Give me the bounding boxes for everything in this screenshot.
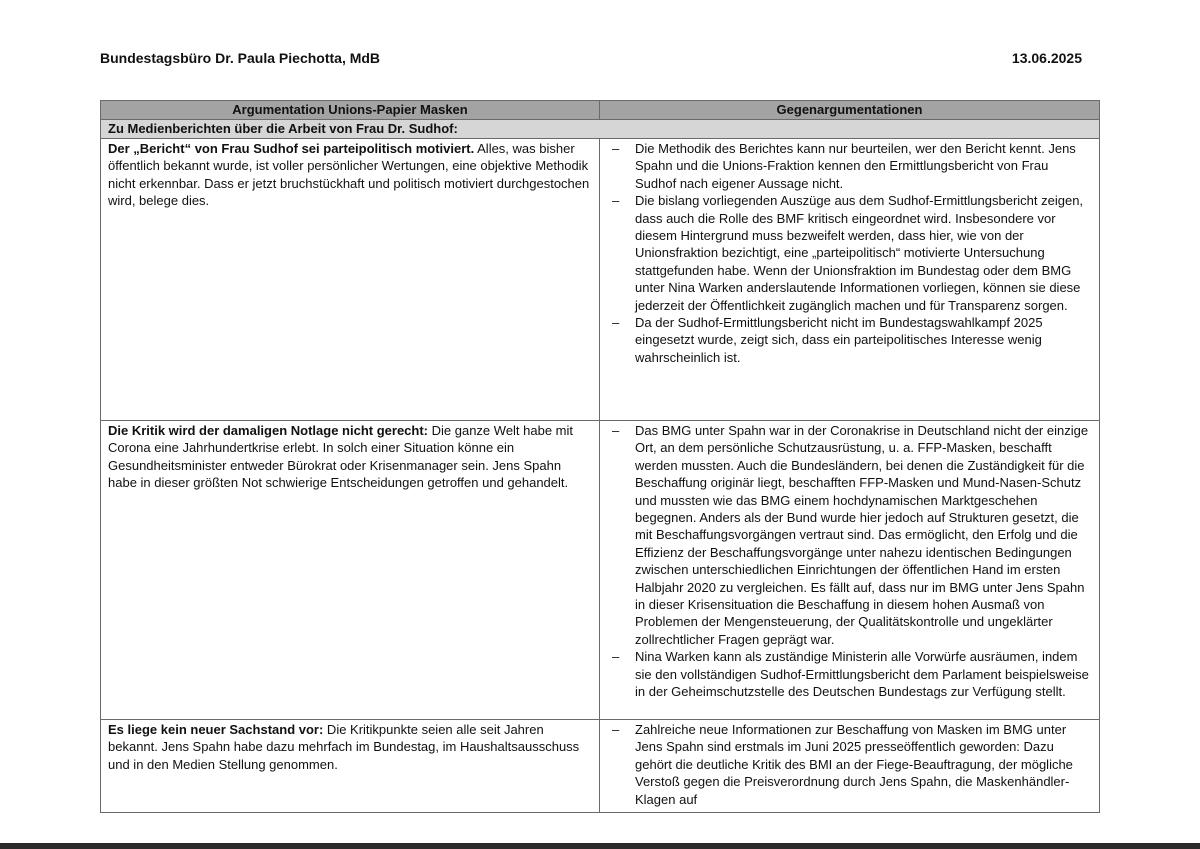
table-header-row bbox=[101, 101, 1100, 120]
argument-lead: Die Kritik wird der damaligen Notlage nicht gerecht: bbox=[108, 423, 429, 438]
argument-lead: Es liege kein neuer Sachstand vor: bbox=[108, 722, 324, 737]
column-header-counterarguments: Gegenargumentationen bbox=[600, 101, 1100, 120]
argument-cell bbox=[101, 720, 600, 813]
table-row bbox=[101, 421, 1100, 720]
list-item bbox=[607, 721, 1093, 808]
dash-bullet: – bbox=[612, 722, 620, 737]
list-item-text: Die Methodik des Berichtes kann nur beurteilen, wer den Bericht kennt. Jens Spahn und die Unions-Fraktion kennen den Ermittlungsbericht von Frau Sudhof nach eigener Aussage nicht. bbox=[635, 141, 1076, 191]
counterargument-cell bbox=[600, 720, 1100, 813]
column-header-arguments: Argumentation Unions-Papier Masken bbox=[101, 101, 600, 120]
table-row bbox=[101, 720, 1100, 813]
list-item-text: Nina Warken kann als zuständige Ministerin alle Vorwürfe ausräumen, indem sie den vollständigen Sudhof-Ermittlungsbericht dem Parlament beispielsweise in der Geheimschutzstelle des Deutschen Bundestags zur Verfügung stellt. bbox=[635, 649, 1089, 700]
argument-text: Alles, was bisher öffentlich bekannt wurde, ist voller persönlicher Wertungen, eine objektive Methodik nicht erkennbar. Dass er jetzt bruchstückhaft und politisch motiviert durchgestochen wird, belege dies. bbox=[108, 141, 590, 209]
dash-bullet: – bbox=[612, 649, 620, 665]
counterargument-list bbox=[607, 140, 1093, 366]
argument-text: Die ganze Welt habe mit Corona eine Jahrhundertkrise erlebt. In solch einer Situation könne ein Gesundheitsminister entweder Bürokrat oder Krisenmanager sein. Jens Spahn habe in dieser größten Not schwierige Entscheidungen getroffen und gehandelt. bbox=[108, 423, 574, 491]
dash-bullet: – bbox=[612, 193, 620, 209]
section-row bbox=[101, 120, 1100, 139]
argument-cell bbox=[101, 421, 600, 720]
list-item bbox=[607, 648, 1093, 700]
page-bottom-edge bbox=[0, 843, 1200, 849]
list-item-text: Das BMG unter Spahn war in der Coronakrise in Deutschland nicht der einzige Ort, an dem persönliche Schutzausrüstung, u. a. FFP-Masken, beschafft werden mussten. Auch die Bundesländern, bei denen die Zuständigkeit für die Beschaffung originär liegt, beschafften FFP-Masken und Mund-Nasen-Schutz und mussten wie das BMG einem hochdynamischen Marktgeschehen begegnen. Anders als der Bund wurde hier jedoch auf Strukturen gesetzt, die mit Beschaffungsvorgängen vertraut sind. Das ermöglicht, den Erfolg und die Effizienz der Beschaffungsvorgänge unter nahezu identischen Bedingungen zwischen unterschiedlichen Einrichtungen der öffentlichen Hand im ersten Halbjahr 2020 zu vergleichen. Es fällt auf, dass nur im BMG unter Jens Spahn in dieser Krisensituation die Beschaffung in diesem hohen Ausmaß von Problemen der Mengensteuerung, der Qualitätskontrolle und ungeklärter zollrechtlicher Fragen geprägt war. bbox=[635, 423, 1089, 647]
list-item bbox=[607, 314, 1093, 366]
office-title: Bundestagsbüro Dr. Paula Piechotta, MdB bbox=[100, 50, 381, 66]
dash-bullet: – bbox=[612, 315, 620, 331]
argumentation-table bbox=[100, 100, 1100, 813]
argument-lead: Der „Bericht“ von Frau Sudhof sei parteipolitisch motiviert. bbox=[108, 141, 475, 156]
counterargument-list bbox=[607, 721, 1093, 808]
dash-bullet: – bbox=[612, 423, 620, 438]
list-item bbox=[607, 140, 1093, 192]
counterargument-list bbox=[607, 422, 1093, 701]
list-item bbox=[607, 192, 1093, 314]
counterargument-cell bbox=[600, 139, 1100, 421]
counterargument-cell bbox=[600, 421, 1100, 720]
list-item-text: Die bislang vorliegenden Auszüge aus dem Sudhof-Ermittlungsbericht zeigen, dass auch die Rolle des BMF kritisch eingeordnet wird. Insbesondere vor diesem Hintergrund muss bezweifelt werden, dass hier, wie von der Unionsfraktion bezichtigt, eine „parteipolitisch“ motivierte Untersuchung stattgefunden habe. Wenn der Unionsfraktion im Bundestag oder dem BMG unter Nina Warken anderslautende Informationen vorliegen, können sie diese jederzeit der Öffentlichkeit zugänglich machen und für Transparenz sorgen. bbox=[635, 193, 1084, 313]
section-title: Zu Medienberichten über die Arbeit von Frau Dr. Sudhof: bbox=[101, 120, 1100, 139]
document-date: 13.06.2025 bbox=[1011, 50, 1082, 66]
argument-cell bbox=[101, 139, 600, 421]
list-item-text: Da der Sudhof-Ermittlungsbericht nicht im Bundestagswahlkampf 2025 eingesetzt wurde, zeigt sich, dass ein parteipolitisches Interesse wenig wahrscheinlich ist. bbox=[635, 315, 1043, 365]
argument-text: Die Kritikpunkte seien alle seit Jahren bekannt. Jens Spahn habe dazu mehrfach im Bundestag, im Haushaltsausschuss und in den Medien Stellung genommen. bbox=[108, 722, 580, 772]
list-item-text: Zahlreiche neue Informationen zur Beschaffung von Masken im BMG unter Jens Spahn sind erstmals im Juni 2025 presseöffentlich geworden: Dazu gehört die deutliche Kritik des BMI an der Fiege-Beauftragung, der mögliche Verstoß gegen die Preisverordnung durch Jens Spahn, die Maskenhändler-Klagen auf bbox=[635, 722, 1073, 807]
table-row bbox=[101, 139, 1100, 421]
dash-bullet: – bbox=[612, 141, 620, 156]
list-item bbox=[607, 422, 1093, 648]
page-header bbox=[100, 50, 1082, 66]
